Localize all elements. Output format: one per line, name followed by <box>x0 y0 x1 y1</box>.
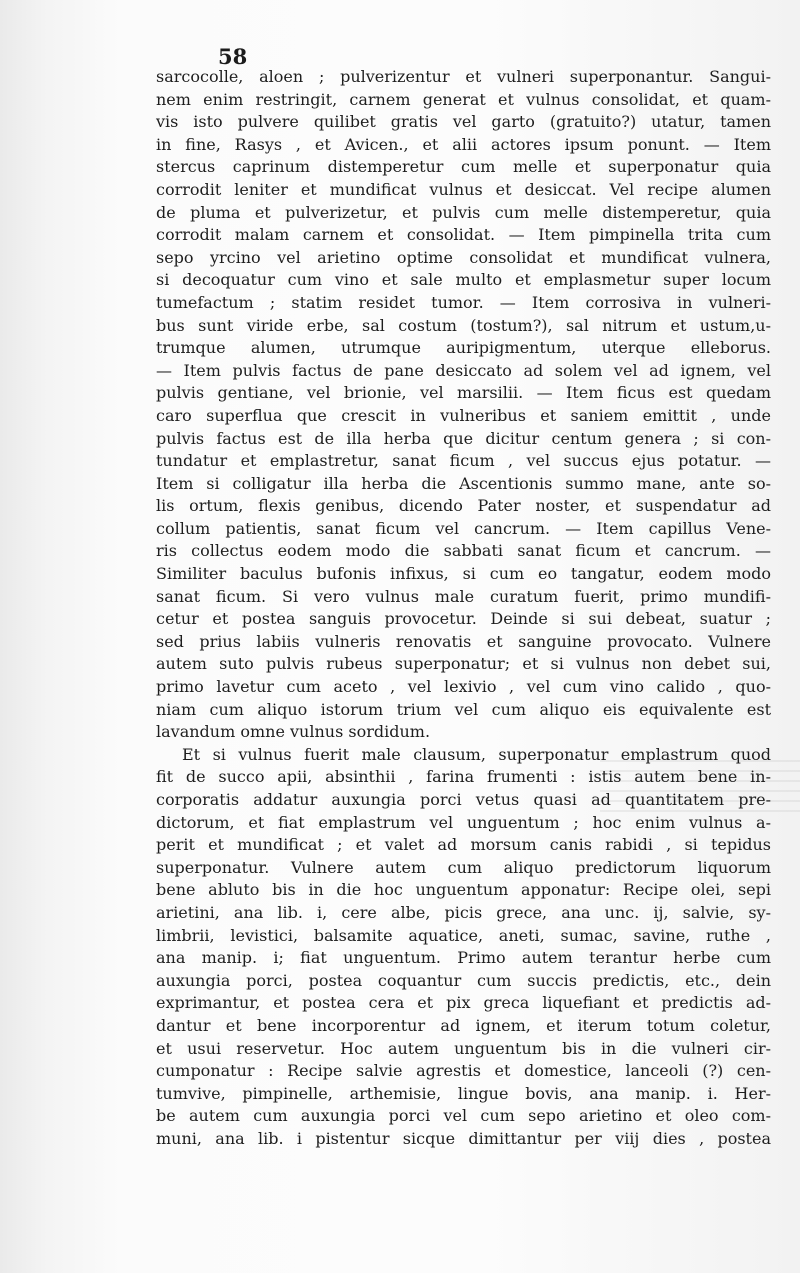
text-line: in fine, Rasys , et Avicen., et alii actores ipsum ponunt. — Item <box>156 134 771 154</box>
text-line: cumponatur : Recipe salvie agrestis et domestice, lanceoli (?) cen- <box>156 1061 771 1081</box>
page-number: 58 <box>218 44 248 69</box>
text-line: sanat ficum. Si vero vulnus male curatum fuerit, primo mundifi- <box>156 586 771 606</box>
text-line: lis ortum, flexis genibus, dicendo Pater noster, et suspendatur ad <box>156 496 771 516</box>
text-line: nem enim restringit, carnem generat et vulnus consolidat, et quam- <box>156 89 771 109</box>
text-line: bene abluto bis in die hoc unguentum apponatur: Recipe olei, sepi <box>156 880 771 900</box>
text-line: tumefactum ; statim residet tumor. — Item corrosiva in vulneri- <box>156 292 771 312</box>
text-line: Et si vulnus fuerit male clausum, superponatur emplastrum quod <box>182 744 771 764</box>
text-line: sarcocolle, aloen ; pulverizentur et vulneri superponantur. Sangui- <box>156 67 771 86</box>
text-line: si decoquatur cum vino et sale multo et emplasmetur super locum <box>156 270 771 290</box>
text-line: Similiter baculus bufonis infixus, si cum eo tangatur, eodem modo <box>156 564 771 584</box>
text-line: fit de succo apii, absinthii , farina frumenti : istis autem bene in- <box>156 767 771 787</box>
text-line: autem suto pulvis rubeus superponatur; et si vulnus non debet sui, <box>156 654 771 674</box>
text-line: limbrii, levistici, balsamite aquatice, aneti, sumac, savine, ruthe , <box>156 925 771 945</box>
text-line: caro superflua que crescit in vulneribus et saniem emittit , unde <box>156 405 771 425</box>
text-line: vis isto pulvere quilibet gratis vel garto (gratuito?) utatur, tamen <box>156 112 771 132</box>
text-line: auxungia porci, postea coquantur cum succis predictis, etc., dein <box>156 970 771 990</box>
text-line: lavandum omne vulnus sordidum. <box>156 722 431 742</box>
text-line: pulvis gentiane, vel brionie, vel marsilii. — Item ficus est quedam <box>156 383 771 403</box>
text-line: ris collectus eodem modo die sabbati sanat ficum et cancrum. — <box>156 541 771 561</box>
text-line: collum patientis, sanat ficum vel cancrum. — Item capillus Vene- <box>156 518 771 538</box>
text-line: perit et mundificat ; et valet ad morsum canis rabidi , si tepidus <box>156 835 771 855</box>
text-line: superponatur. Vulnere autem cum aliquo predictorum liquorum <box>156 857 771 877</box>
text-line: be autem cum auxungia porci vel cum sepo arietino et oleo com- <box>156 1106 771 1126</box>
text-line: bus sunt viride erbe, sal costum (tostum?), sal nitrum et ustum,u- <box>156 315 771 335</box>
text-line: trumque alumen, utrumque auripigmentum, uterque elleborus. <box>156 338 771 358</box>
text-line: tundatur et emplastretur, sanat ficum , vel succus ejus potatur. — <box>156 451 771 471</box>
text-line: niam cum aliquo istorum trium vel cum aliquo eis equivalente est <box>156 699 771 719</box>
text-line: corrodit leniter et mundificat vulnus et desiccat. Vel recipe alumen <box>156 179 771 199</box>
body-text <box>156 66 771 1151</box>
text-line: stercus caprinum distemperetur cum melle et superponatur quia <box>156 157 771 177</box>
text-line: muni, ana lib. i pistentur sicque dimittantur per viij dies , postea <box>156 1128 771 1148</box>
text-line: sepo yrcino vel arietino optime consolidat et mundificat vulnera, <box>156 247 771 267</box>
text-line: corrodit malam carnem et consolidat. — Item pimpinella trita cum <box>156 225 771 245</box>
text-line: primo lavetur cum aceto , vel lexivio , vel cum vino calido , quo- <box>156 677 771 697</box>
text-line: ana manip. i; fiat unguentum. Primo autem terantur herbe cum <box>156 948 771 968</box>
text-line: dictorum, et fiat emplastrum vel unguentum ; hoc enim vulnus a- <box>156 812 771 832</box>
text-line: Item si colligatur illa herba die Ascentionis summo mane, ante so- <box>156 473 771 493</box>
text-line: arietini, ana lib. i, cere albe, picis grece, ana unc. ij, salvie, sy- <box>156 902 771 922</box>
text-line: et usui reservetur. Hoc autem unguentum bis in die vulneri cir- <box>156 1038 771 1058</box>
text-line: tumvive, pimpinelle, arthemisie, lingue bovis, ana manip. i. Her- <box>156 1083 771 1103</box>
text-line: — Item pulvis factus de pane desiccato ad solem vel ad ignem, vel <box>156 360 771 380</box>
text-line: corporatis addatur auxungia porci vetus quasi ad quantitatem pre- <box>156 790 771 809</box>
text-line: de pluma et pulverizetur, et pulvis cum melle distemperetur, quia <box>156 202 771 222</box>
text-line: pulvis factus est de illa herba que dicitur centum genera ; si con- <box>156 428 771 448</box>
text-line: exprimantur, et postea cera et pix greca liquefiant et predictis ad- <box>156 993 771 1013</box>
text-line: dantur et bene incorporentur ad ignem, et iterum totum coletur, <box>156 1015 771 1035</box>
text-line: cetur et postea sanguis provocetur. Deinde si sui debeat, suatur ; <box>156 609 771 629</box>
text-line: sed prius labiis vulneris renovatis et sanguine provocato. Vulnere <box>156 631 771 651</box>
